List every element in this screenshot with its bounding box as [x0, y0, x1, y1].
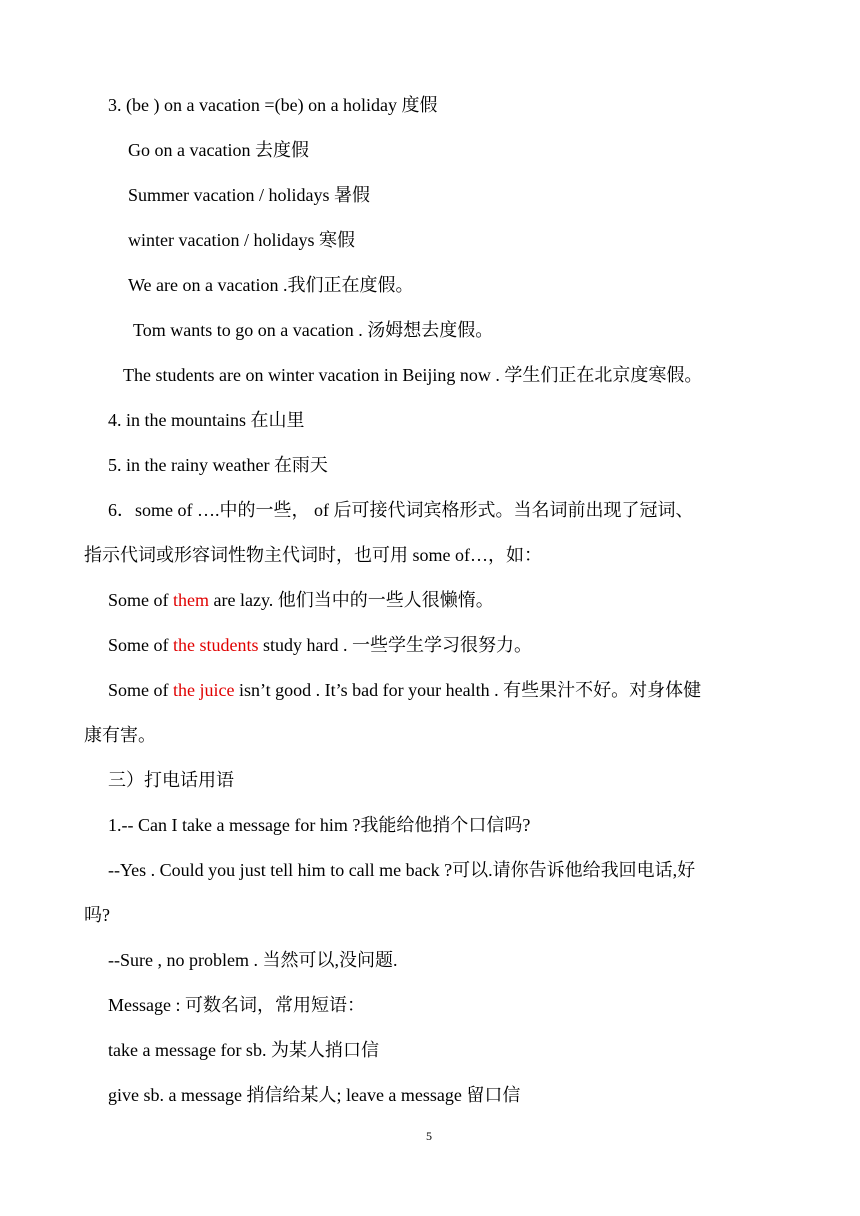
sentence-text: Some of	[108, 635, 173, 655]
item-6-continuation: 指示代词或形容词性物主代词时，也可用 some of…，如：	[84, 545, 542, 565]
highlighted-word: the students	[173, 635, 259, 655]
sentence-continuation: 康有害。	[84, 725, 156, 745]
example-sentence: Tom wants to go on a vacation . 汤姆想去度假。	[133, 320, 494, 340]
dialogue-line: --Sure , no problem . 当然可以,没问题.	[108, 950, 398, 970]
sentence-text: study hard . 一些学生学习很努力。	[258, 635, 532, 655]
sentence-text: are lazy. 他们当中的一些人很懒惰。	[209, 590, 494, 610]
section-heading: 三）打电话用语	[108, 770, 234, 790]
note-heading: Message : 可数名词，常用短语：	[108, 995, 365, 1015]
example-sentence	[108, 678, 701, 702]
page-number: 5	[426, 1129, 432, 1143]
sentence-text: Some of	[108, 680, 173, 700]
item-4-heading: 4. in the mountains 在山里	[108, 410, 305, 430]
example-line: Summer vacation / holidays 暑假	[128, 185, 370, 205]
phrase-line: take a message for sb. 为某人捎口信	[108, 1040, 379, 1060]
example-line: Go on a vacation 去度假	[128, 140, 309, 160]
highlighted-word: them	[173, 590, 209, 610]
dialogue-line: --Yes . Could you just tell him to call me back ?可以.请你告诉他给我回电话,好	[108, 860, 696, 880]
sentence-text: Some of	[108, 590, 173, 610]
item-3-heading: 3. (be ) on a vacation =(be) on a holiday 度假	[108, 95, 438, 115]
sentence-text: isn’t good . It’s bad for your health . 有些果汁不好。对身体健	[234, 680, 702, 700]
example-line: winter vacation / holidays 寒假	[128, 230, 355, 250]
item-5-heading: 5. in the rainy weather 在雨天	[108, 455, 328, 475]
dialogue-line: 1.-- Can I take a message for him ?我能给他捎个口信吗?	[108, 815, 531, 835]
example-sentence	[108, 588, 494, 612]
item-6-heading: 6．some of ….中的一些， of 后可接代词宾格形式。当名词前出现了冠词、	[108, 500, 694, 520]
example-sentence	[108, 633, 532, 657]
highlighted-word: the juice	[173, 680, 235, 700]
phrase-line: give sb. a message 捎信给某人; leave a message 留口信	[108, 1085, 521, 1105]
example-sentence: The students are on winter vacation in Beijing now . 学生们正在北京度寒假。	[123, 365, 703, 385]
dialogue-continuation: 吗?	[84, 905, 110, 925]
example-sentence: We are on a vacation .我们正在度假。	[128, 275, 414, 295]
